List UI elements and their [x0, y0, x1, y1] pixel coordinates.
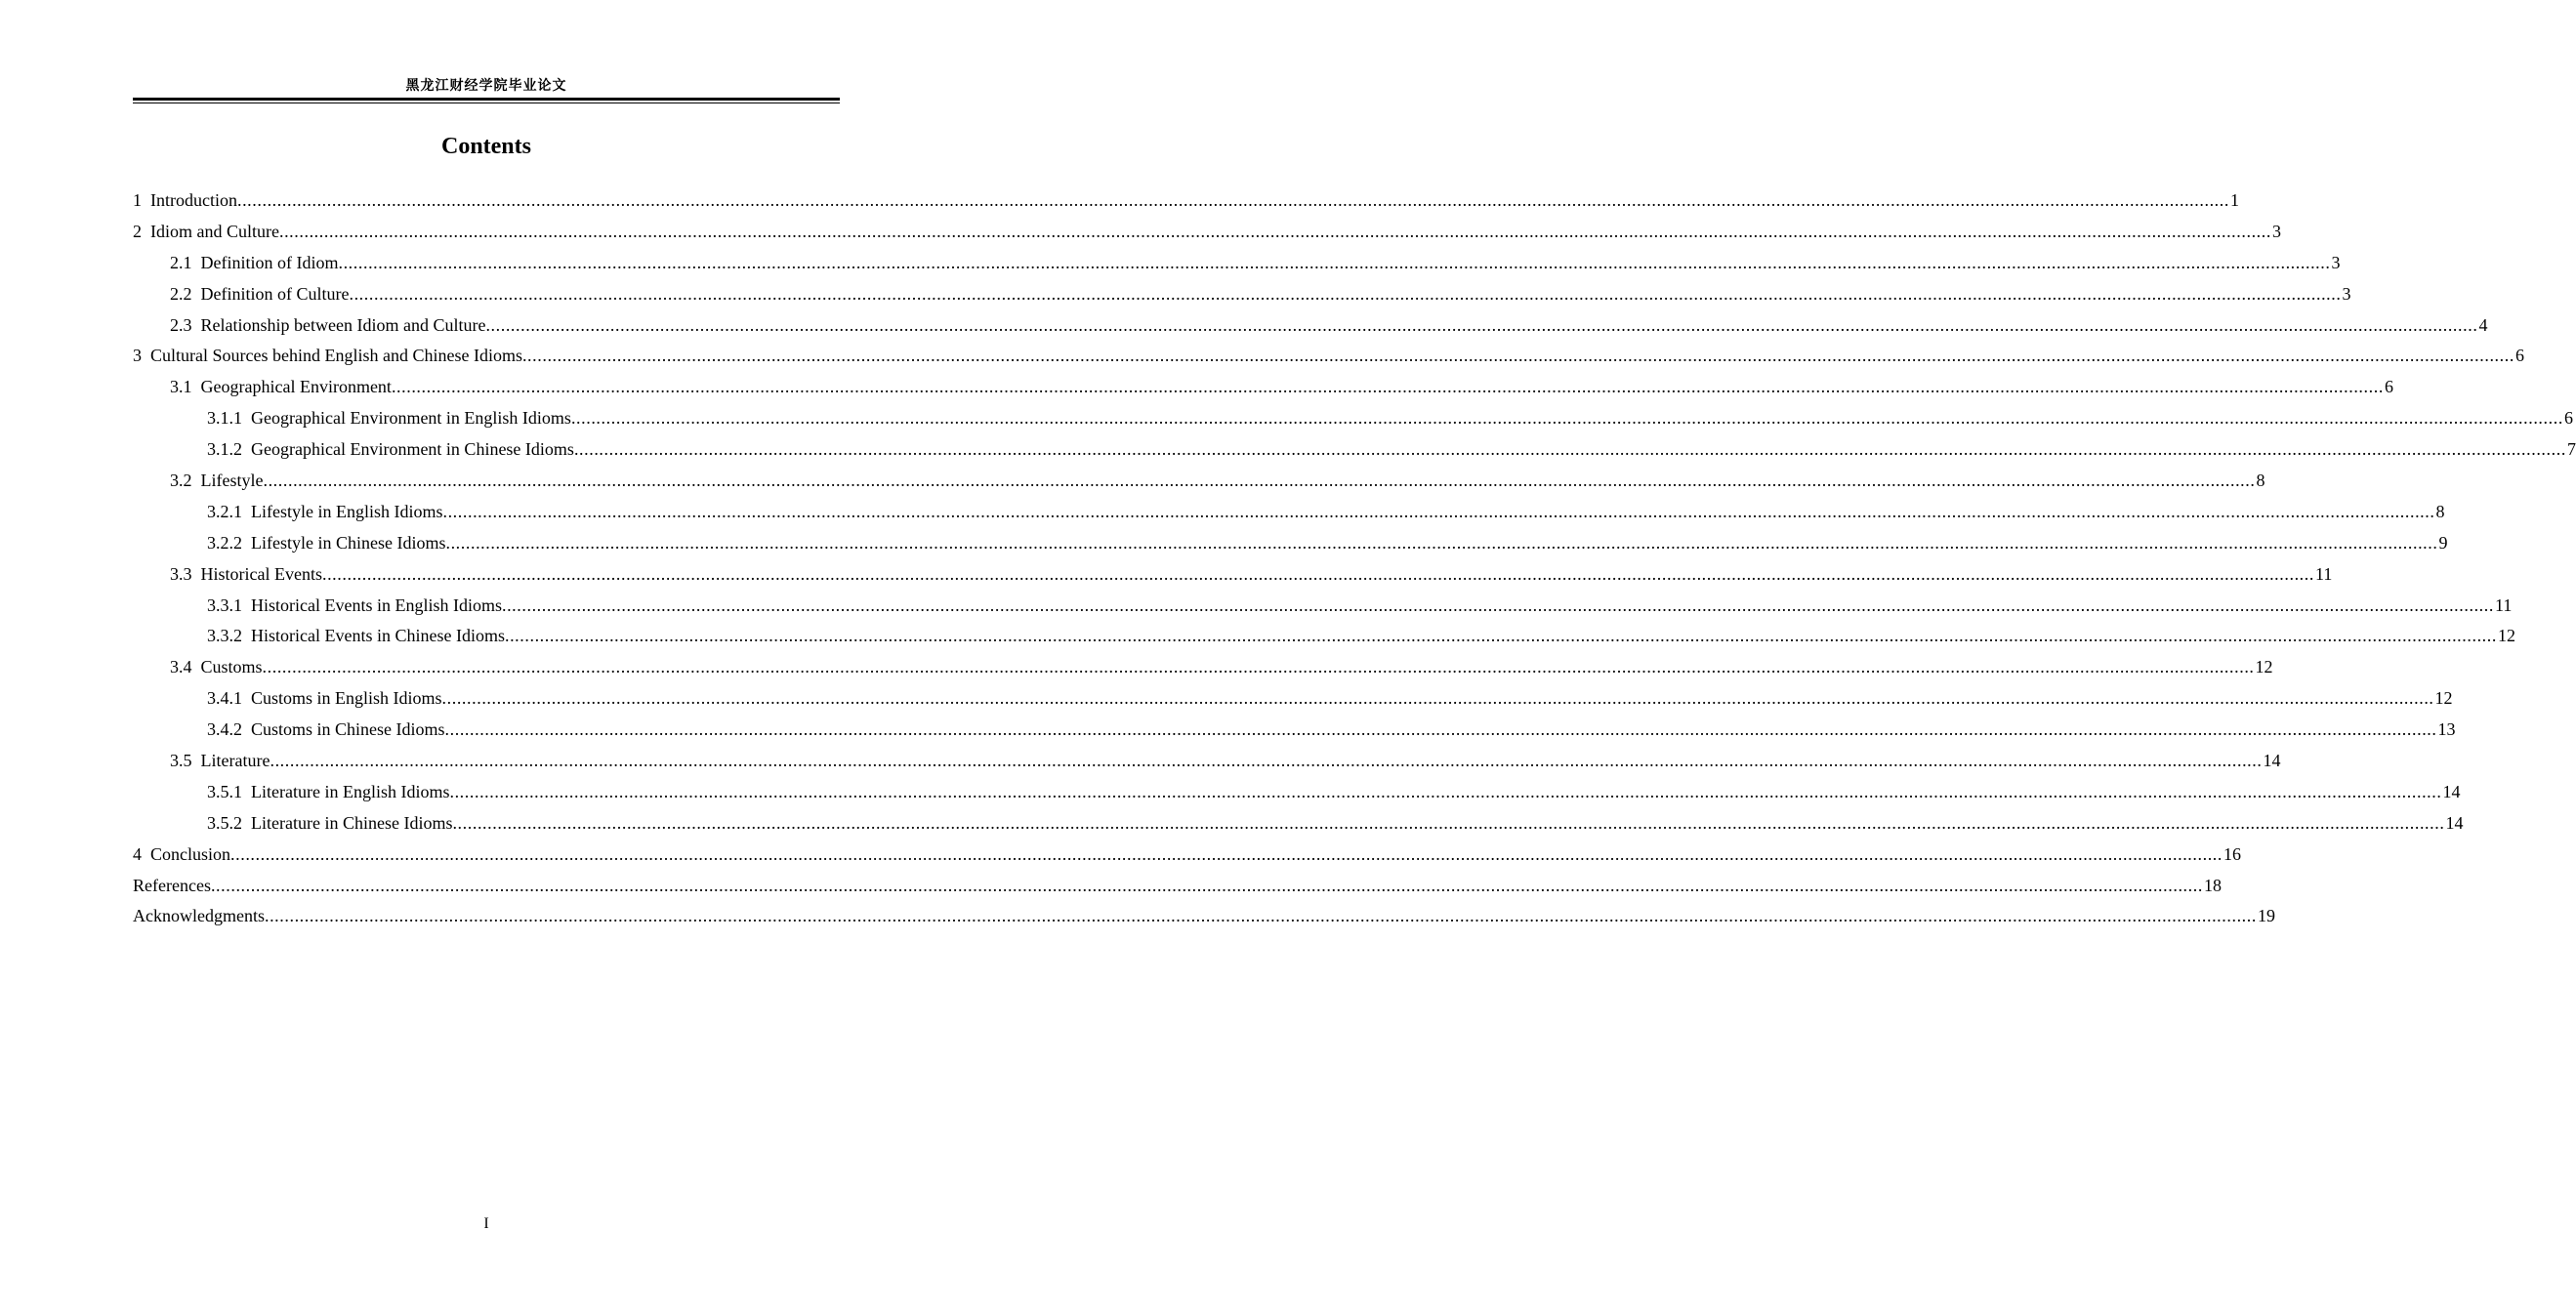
toc-entry-title: Lifestyle	[200, 471, 264, 491]
header-rule-thin	[133, 102, 840, 103]
toc-entry-page: 7	[2566, 439, 2576, 460]
toc-entry-number: 3.5.2	[207, 812, 242, 833]
toc-entry[interactable]	[133, 873, 2222, 904]
toc-entry[interactable]	[133, 250, 2341, 281]
toc-entry-number: 3.4.2	[207, 719, 242, 740]
toc-entry[interactable]	[133, 903, 2275, 934]
toc-entry[interactable]	[133, 468, 2265, 499]
toc-entry-number: 3.1.1	[207, 408, 242, 429]
page-number: I	[483, 1215, 489, 1232]
toc-entry-title: Geographical Environment in English Idioms	[251, 408, 571, 429]
toc-entry-page: 8	[2435, 501, 2445, 521]
toc-dot-leader: ................................................................................................................................................................................................................................................................................................................................................................................................................	[452, 812, 2445, 833]
toc-dot-leader: ................................................................................................................................................................................................................................................................................................................................................................................................................	[278, 221, 2271, 241]
toc-entry-page: 4	[2478, 314, 2488, 335]
toc-entry-page: 14	[2442, 781, 2461, 801]
toc-entry-page: 6	[2563, 408, 2573, 429]
running-header: 黑龙江财经学院毕业论文	[405, 78, 567, 94]
toc-entry[interactable]	[133, 343, 2524, 374]
toc-entry-number: 2.2	[170, 283, 192, 304]
toc-entry-number: 3.1	[170, 377, 192, 397]
toc-entry[interactable]	[133, 374, 2393, 405]
toc-entry-title: Customs in English Idioms	[251, 688, 442, 709]
toc-entry-number: 3.4.1	[207, 688, 242, 709]
toc-entry[interactable]	[133, 841, 2242, 873]
toc-entry-page: 11	[2314, 563, 2333, 584]
toc-entry-page: 19	[2257, 906, 2275, 926]
toc-entry-number: 3.3.2	[207, 626, 242, 646]
toc-entry[interactable]	[133, 219, 2281, 250]
toc-entry[interactable]	[133, 187, 2239, 219]
toc-entry-page: 12	[2497, 626, 2515, 646]
toc-entry-page: 11	[2494, 594, 2513, 615]
toc-entry-title: Customs	[200, 657, 263, 677]
toc-entry-page: 3	[2342, 283, 2351, 304]
toc-dot-leader: ................................................................................................................................................................................................................................................................................................................................................................................................................	[570, 408, 2563, 429]
toc-entry-title: Definition of Culture	[200, 283, 350, 304]
toc-entry-number: 3.2	[170, 471, 192, 491]
toc-entry[interactable]	[133, 561, 2333, 593]
toc-entry-page: 8	[2256, 471, 2265, 491]
toc-entry-title: Geographical Environment in Chinese Idioms	[251, 439, 574, 460]
toc-dot-leader: ................................................................................................................................................................................................................................................................................................................................................................................................................	[445, 532, 2438, 553]
toc-entry-page: 12	[2255, 657, 2273, 677]
toc-entry-number: 3.5	[170, 751, 192, 771]
toc-entry-title: Literature	[200, 751, 270, 771]
toc-entry-title: Customs in Chinese Idioms	[251, 719, 445, 740]
toc-dot-leader: ................................................................................................................................................................................................................................................................................................................................................................................................................	[573, 439, 2566, 460]
toc-entry[interactable]	[133, 436, 2576, 468]
toc-entry-title: Cultural Sources behind English and Chinese Idioms	[150, 346, 522, 366]
toc-entry[interactable]	[133, 779, 2461, 810]
toc-entry-number: 2.3	[170, 314, 192, 335]
toc-dot-leader: ................................................................................................................................................................................................................................................................................................................................................................................................................	[449, 781, 2442, 801]
toc-dot-leader: ................................................................................................................................................................................................................................................................................................................................................................................................................	[501, 594, 2494, 615]
toc-dot-leader: ................................................................................................................................................................................................................................................................................................................................................................................................................	[349, 283, 2342, 304]
toc-entry[interactable]	[133, 623, 2515, 654]
toc-entry-title: Lifestyle in Chinese Idioms	[251, 532, 446, 553]
toc-entry-number: 3.2.2	[207, 532, 242, 553]
toc-dot-leader: ................................................................................................................................................................................................................................................................................................................................................................................................................	[338, 252, 2331, 272]
toc-dot-leader: ................................................................................................................................................................................................................................................................................................................................................................................................................	[521, 346, 2514, 366]
table-of-contents	[133, 187, 2576, 934]
toc-dot-leader: ................................................................................................................................................................................................................................................................................................................................................................................................................	[442, 501, 2435, 521]
toc-entry-title: Literature in English Idioms	[251, 781, 450, 801]
toc-dot-leader: ................................................................................................................................................................................................................................................................................................................................................................................................................	[263, 471, 2256, 491]
toc-entry-page: 6	[2384, 377, 2393, 397]
toc-entry-page: 16	[2223, 843, 2242, 864]
toc-entry-number: 3.3	[170, 563, 192, 584]
toc-entry-number: 4	[133, 843, 142, 864]
toc-entry-number: 3.4	[170, 657, 192, 677]
toc-entry[interactable]	[133, 405, 2573, 436]
toc-dot-leader: ................................................................................................................................................................................................................................................................................................................................................................................................................	[321, 563, 2314, 584]
toc-entry-title: Relationship between Idiom and Culture	[200, 314, 486, 335]
toc-entry-number: 3.3.1	[207, 594, 242, 615]
toc-entry-page: 14	[2263, 751, 2281, 771]
toc-entry[interactable]	[133, 281, 2351, 312]
toc-entry[interactable]	[133, 810, 2464, 841]
toc-entry-title: References	[133, 875, 211, 895]
toc-entry-title: Historical Events in Chinese Idioms	[251, 626, 505, 646]
toc-entry-title: Conclusion	[150, 843, 231, 864]
toc-entry-title: Literature in Chinese Idioms	[251, 812, 453, 833]
toc-entry-page: 3	[2271, 221, 2281, 241]
toc-dot-leader: ................................................................................................................................................................................................................................................................................................................................................................................................................	[230, 843, 2223, 864]
toc-dot-leader: ................................................................................................................................................................................................................................................................................................................................................................................................................	[485, 314, 2478, 335]
toc-entry-title: Definition of Idiom	[200, 252, 339, 272]
toc-entry-title: Introduction	[150, 190, 237, 210]
toc-entry[interactable]	[133, 685, 2453, 717]
toc-entry-page: 18	[2203, 875, 2222, 895]
toc-entry-number: 3.2.1	[207, 501, 242, 521]
toc-entry-page: 9	[2438, 532, 2448, 553]
toc-entry-page: 14	[2445, 812, 2464, 833]
toc-entry-title: Historical Events in English Idioms	[251, 594, 502, 615]
toc-entry[interactable]	[133, 530, 2448, 561]
toc-entry-number: 3.5.1	[207, 781, 242, 801]
toc-entry[interactable]	[133, 717, 2456, 748]
toc-entry-page: 13	[2437, 719, 2456, 740]
toc-dot-leader: ................................................................................................................................................................................................................................................................................................................................................................................................................	[264, 906, 2257, 926]
toc-entry-title: Acknowledgments	[133, 906, 265, 926]
toc-dot-leader: ................................................................................................................................................................................................................................................................................................................................................................................................................	[262, 657, 2255, 677]
toc-entry[interactable]	[133, 312, 2488, 344]
toc-entry-title: Lifestyle in English Idioms	[251, 501, 443, 521]
toc-dot-leader: ................................................................................................................................................................................................................................................................................................................................................................................................................	[391, 377, 2384, 397]
toc-entry-title: Geographical Environment	[200, 377, 392, 397]
toc-entry[interactable]	[133, 654, 2273, 685]
toc-title: Contents	[440, 134, 531, 159]
toc-entry-number: 3.1.2	[207, 439, 242, 460]
toc-entry-number: 1	[133, 190, 142, 210]
toc-entry[interactable]	[133, 748, 2281, 779]
toc-dot-leader: ................................................................................................................................................................................................................................................................................................................................................................................................................	[444, 719, 2437, 740]
toc-dot-leader: ................................................................................................................................................................................................................................................................................................................................................................................................................	[210, 875, 2203, 895]
toc-entry-number: 3	[133, 346, 142, 366]
toc-entry[interactable]	[133, 593, 2513, 624]
toc-dot-leader: ................................................................................................................................................................................................................................................................................................................................................................................................................	[236, 190, 2229, 210]
toc-dot-leader: ................................................................................................................................................................................................................................................................................................................................................................................................................	[270, 751, 2263, 771]
toc-entry-page: 1	[2229, 190, 2239, 210]
toc-entry-page: 6	[2514, 346, 2524, 366]
toc-entry-title: Idiom and Culture	[150, 221, 279, 241]
toc-entry-page: 12	[2434, 688, 2453, 709]
toc-entry-title: Historical Events	[200, 563, 322, 584]
toc-dot-leader: ................................................................................................................................................................................................................................................................................................................................................................................................................	[441, 688, 2434, 709]
toc-dot-leader: ................................................................................................................................................................................................................................................................................................................................................................................................................	[504, 626, 2497, 646]
toc-entry-page: 3	[2331, 252, 2341, 272]
toc-entry-number: 2	[133, 221, 142, 241]
toc-entry-number: 2.1	[170, 252, 192, 272]
header-rule-thick	[133, 98, 840, 101]
toc-entry[interactable]	[133, 499, 2445, 530]
